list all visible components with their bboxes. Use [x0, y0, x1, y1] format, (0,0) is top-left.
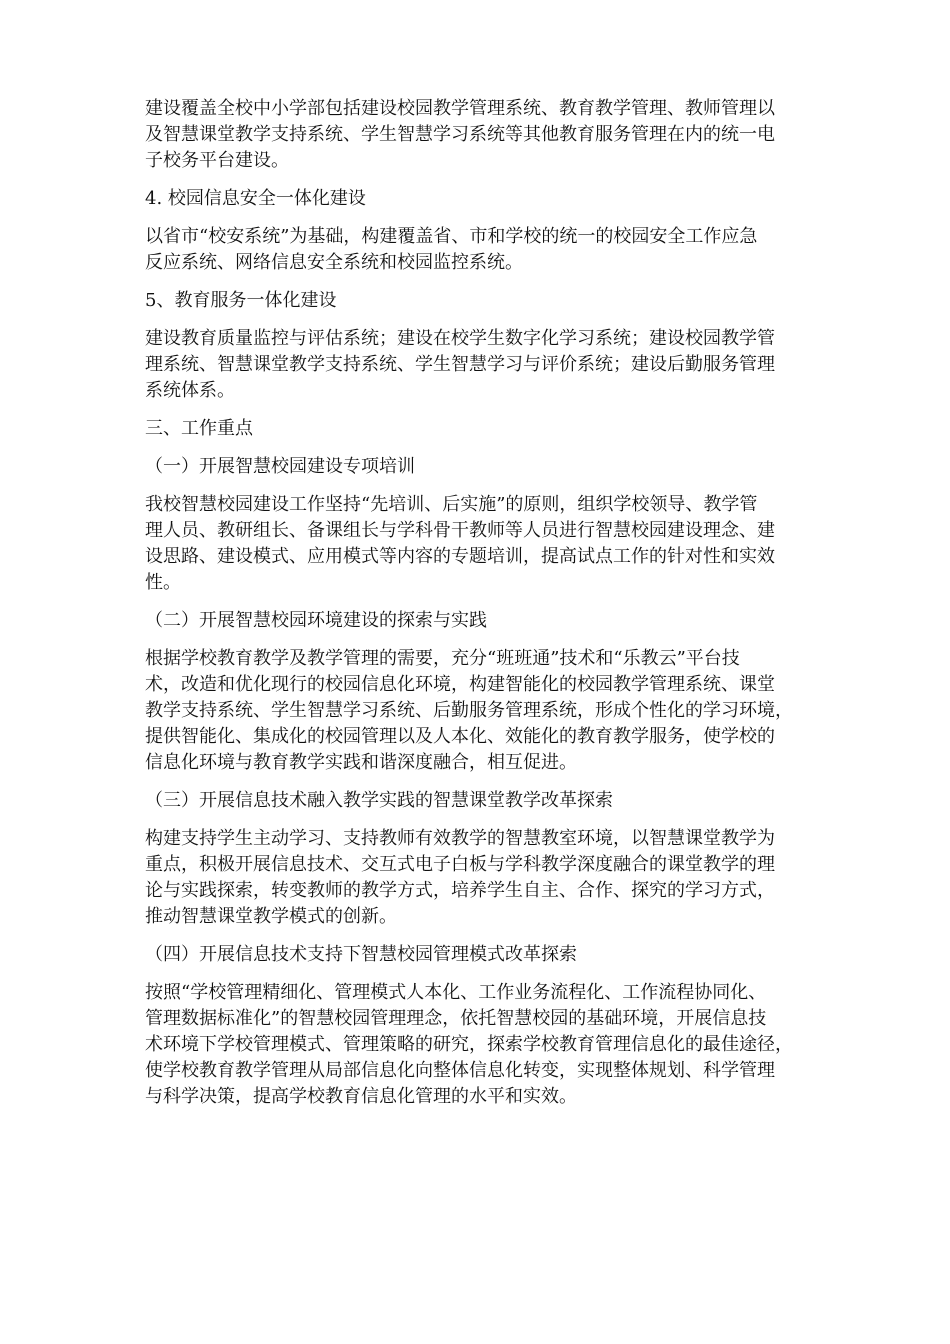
- section-heading-three: [145, 416, 810, 442]
- paragraph-training: [145, 492, 810, 596]
- text-line: 系统体系。: [145, 380, 235, 401]
- text-line: 术，改造和优化现行的校园信息化环境，构建智能化的校园教学管理系统、课堂: [145, 674, 775, 695]
- heading-text: （三）开展信息技术融入教学实践的智慧课堂教学改革探索: [145, 790, 613, 811]
- subheading-4: [145, 942, 810, 968]
- text-line: 建设覆盖全校中小学部包括建设校园教学管理系统、教育教学管理、教师管理以: [145, 98, 775, 119]
- text-line: 教学支持系统、学生智慧学习系统、后勤服务管理系统，形成个性化的学习环境，: [145, 700, 793, 721]
- text-line: 论与实践探索，转变教师的教学方式，培养学生自主、合作、探究的学习方式，: [145, 880, 775, 901]
- text-line: 以省市“校安系统”为基础，构建覆盖省、市和学校的统一的校园安全工作应急: [145, 226, 758, 247]
- text-line: 建设教育质量监控与评估系统；建设在校学生数字化学习系统；建设校园教学管: [145, 328, 775, 349]
- section-heading-4: [145, 186, 810, 212]
- text-line: 及智慧课堂教学支持系统、学生智慧学习系统等其他教育服务管理在内的统一电: [145, 124, 775, 145]
- paragraph-security: [145, 224, 810, 276]
- text-line: 使学校教育教学管理从局部信息化向整体信息化转变，实现整体规划、科学管理: [145, 1060, 775, 1081]
- heading-text: 三、工作重点: [145, 418, 253, 439]
- text-line: 构建支持学生主动学习、支持教师有效教学的智慧教室环境，以智慧课堂教学为: [145, 828, 775, 849]
- heading-text: （一）开展智慧校园建设专项培训: [145, 456, 415, 477]
- text-line: 理系统、智慧课堂教学支持系统、学生智慧学习与评价系统；建设后勤服务管理: [145, 354, 775, 375]
- text-line: 提供智能化、集成化的校园管理以及人本化、效能化的教育教学服务，使学校的: [145, 726, 775, 747]
- text-line: 理人员、教研组长、备课组长与学科骨干教师等人员进行智慧校园建设理念、建: [145, 520, 775, 541]
- text-line: 按照“学校管理精细化、管理模式人本化、工作业务流程化、工作流程协同化、: [145, 982, 767, 1003]
- text-line: 术环境下学校管理模式、管理策略的研究，探索学校教育管理信息化的最佳途径，: [145, 1034, 793, 1055]
- subheading-2: [145, 608, 810, 634]
- paragraph-classroom: [145, 826, 810, 930]
- heading-text: （四）开展信息技术支持下智慧校园管理模式改革探索: [145, 944, 577, 965]
- paragraph-management: [145, 980, 810, 1110]
- text-line: 管理数据标准化”的智慧校园管理理念，依托智慧校园的基础环境，开展信息技: [145, 1008, 767, 1029]
- text-line: 信息化环境与教育教学实践和谐深度融合，相互促进。: [145, 752, 577, 773]
- document-page: [145, 96, 810, 1110]
- paragraph-services: [145, 326, 810, 404]
- subheading-3: [145, 788, 810, 814]
- paragraph-intro: [145, 96, 810, 174]
- text-line: 我校智慧校园建设工作坚持“先培训、后实施”的原则，组织学校领导、教学管: [145, 494, 758, 515]
- text-line: 反应系统、网络信息安全系统和校园监控系统。: [145, 252, 523, 273]
- heading-text: 4. 校园信息安全一体化建设: [145, 188, 366, 209]
- heading-text: 5、教育服务一体化建设: [145, 290, 337, 311]
- section-heading-5: [145, 288, 810, 314]
- text-line: 根据学校教育教学及教学管理的需要，充分“班班通”技术和“乐教云”平台技: [145, 648, 740, 669]
- text-line: 子校务平台建设。: [145, 150, 289, 171]
- text-line: 重点，积极开展信息技术、交互式电子白板与学科教学深度融合的课堂教学的理: [145, 854, 775, 875]
- text-line: 推动智慧课堂教学模式的创新。: [145, 906, 397, 927]
- heading-text: （二）开展智慧校园环境建设的探索与实践: [145, 610, 487, 631]
- text-line: 设思路、建设模式、应用模式等内容的专题培训，提高试点工作的针对性和实效: [145, 546, 775, 567]
- paragraph-environment: [145, 646, 810, 776]
- subheading-1: [145, 454, 810, 480]
- text-line: 与科学决策，提高学校教育信息化管理的水平和实效。: [145, 1086, 577, 1107]
- text-line: 性。: [145, 572, 181, 593]
